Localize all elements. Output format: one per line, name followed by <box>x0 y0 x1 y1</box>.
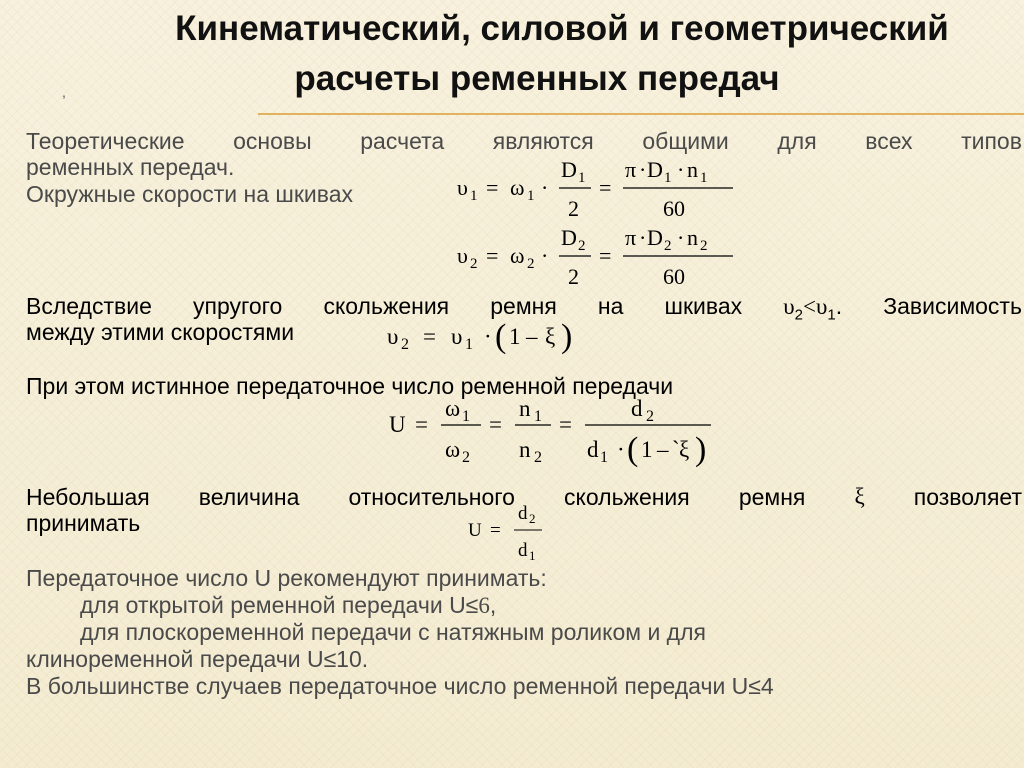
eq1-dot: · <box>541 175 549 200</box>
p2-word: Зависимость <box>883 293 1022 319</box>
eq3-paren-right: ) <box>561 318 573 355</box>
eq4-minus: – <box>657 437 669 462</box>
p2-v1: υ <box>815 294 828 319</box>
p4-xi: ξ <box>854 484 865 509</box>
eq2-D: D <box>647 225 663 250</box>
p4-word: Небольшая <box>26 484 150 510</box>
eq1-D: D <box>647 157 663 182</box>
eq4-equals-3: = <box>559 412 572 437</box>
eq2-lhs: υ <box>457 243 468 268</box>
eq2-dot-3: · <box>677 225 685 250</box>
eq4-f3-num: d <box>631 396 643 421</box>
eq4-dot: · <box>617 437 625 462</box>
eq3-paren-left: ( <box>495 318 507 355</box>
eq1-equals: = <box>486 175 499 200</box>
p1-line-2: ременных передач. <box>26 154 235 180</box>
eq4-f1-den-sub: 2 <box>462 449 470 466</box>
p5-line-4: клиноременной передачи U≤10. <box>26 646 369 672</box>
eq4-f1-num-sub: 1 <box>462 408 470 425</box>
eq4-f3-num-sub: 2 <box>646 408 654 425</box>
eq2-dot-2: · <box>639 225 647 250</box>
eq2-omega: ω <box>510 243 525 268</box>
p2-v: υ <box>783 294 795 319</box>
equation-v2 <box>455 221 745 293</box>
p2-word: скольжения <box>323 293 450 319</box>
p5-line-2 <box>80 592 496 619</box>
p2-word: шкивах <box>664 293 743 319</box>
eq3-rhs: υ <box>451 324 463 349</box>
p4-word: ремня <box>738 484 806 510</box>
eq5-num: d <box>518 503 528 524</box>
p2-word: упругого <box>192 293 283 319</box>
p1-word: общими <box>642 128 729 154</box>
slide-title <box>0 4 1024 104</box>
p5-line-2-text: для открытой ременной передачи U≤ <box>80 592 479 618</box>
p4-word: величина <box>198 484 300 510</box>
eq1-lhs-sub: 1 <box>470 188 478 204</box>
p2-v1-sub: 1 <box>827 306 836 324</box>
eq1-num1-sub: 1 <box>578 170 586 186</box>
p3-line: При этом истинное передаточное число ременной передачи <box>26 373 674 399</box>
eq4-f3-den: d <box>587 437 599 462</box>
eq2-omega-sub: 2 <box>527 256 535 272</box>
title-line-1: Кинематический, силовой и геометрический <box>175 9 949 48</box>
eq5-num-sub: 2 <box>529 511 536 526</box>
p2-word: Вследствие <box>26 293 152 319</box>
eq1-n-sub: 1 <box>700 170 708 186</box>
p4-word: относительного <box>348 484 515 510</box>
eq4-U: U <box>389 412 406 437</box>
eq2-num1: D <box>561 225 577 250</box>
stray-comma: , <box>62 84 66 100</box>
p4-word: позволяет <box>913 484 1022 510</box>
p2-word: на <box>597 293 624 319</box>
eq1-D-sub: 1 <box>664 170 672 186</box>
eq2-D-sub: 2 <box>664 238 672 254</box>
eq4-one: 1 <box>641 437 653 462</box>
eq1-n: n <box>687 157 698 182</box>
eq5-equals: = <box>490 520 501 541</box>
eq4-xi: ξ <box>679 437 690 462</box>
eq3-lhs-sub: 2 <box>401 336 409 353</box>
eq2-n-sub: 2 <box>700 238 708 254</box>
eq4-paren-right: ) <box>695 431 707 468</box>
eq1-dot-3: · <box>677 157 685 182</box>
eq2-pi: π <box>625 225 637 250</box>
p1-word: расчета <box>360 128 445 154</box>
p2-v-sub: 2 <box>794 306 803 324</box>
eq2-dot: · <box>541 243 549 268</box>
eq1-num1: D <box>561 157 577 182</box>
p5-line-1: Передаточное число U рекомендуют принимать: <box>26 565 547 591</box>
p1-word: основы <box>233 128 312 154</box>
p5-line-3: для плоскоременной передачи с натяжным роликом и для <box>80 619 706 645</box>
eq3-one: 1 <box>509 324 521 349</box>
eq2-den2: 60 <box>663 264 685 289</box>
p2-line-2: между этими скоростями <box>26 319 295 345</box>
eq2-num1-sub: 2 <box>578 238 586 254</box>
eq4-f2-den: n <box>519 437 531 462</box>
p5-line-5: В большинстве случаев передаточное число ременной передачи U≤4 <box>26 673 774 699</box>
eq1-pi: π <box>625 157 637 182</box>
equation-u-simple <box>466 502 556 566</box>
eq1-equals-2: = <box>599 175 612 200</box>
eq5-den: d <box>518 540 528 561</box>
eq4-f3-den-sub: 1 <box>600 449 608 466</box>
eq4-f1-den: ω <box>445 437 461 462</box>
eq2-equals: = <box>486 243 499 268</box>
title-divider <box>258 113 1024 115</box>
eq3-minus: – <box>526 324 538 349</box>
p1-word: типов <box>961 128 1022 154</box>
eq4-paren-left: ( <box>627 431 639 468</box>
eq3-lhs: υ <box>387 324 399 349</box>
p2-word: ремня <box>490 293 557 319</box>
eq2-lhs-sub: 2 <box>470 256 478 272</box>
eq4-tick: ` <box>672 437 680 462</box>
eq1-den2: 60 <box>663 196 685 221</box>
eq1-lhs: υ <box>457 175 468 200</box>
eq3-equals: = <box>423 324 436 349</box>
eq2-n: n <box>687 225 698 250</box>
equation-v2-v1 <box>385 314 595 358</box>
p1-line-3: Окружные скорости на шкивах <box>26 181 354 207</box>
p2-relation <box>783 293 842 329</box>
eq1-dot-2: · <box>639 157 647 182</box>
p5-line-2-comma: , <box>489 592 497 618</box>
eq1-omega: ω <box>510 175 525 200</box>
eq4-f2-num: n <box>519 396 531 421</box>
p1-line-1 <box>26 128 1022 154</box>
p1-word: Теоретические <box>26 128 185 154</box>
eq5-den-sub: 1 <box>529 548 536 563</box>
eq4-equals-2: = <box>489 412 502 437</box>
eq3-xi: ξ <box>545 324 556 349</box>
p2-less-than: < <box>803 294 816 319</box>
p1-word: являются <box>492 128 594 154</box>
eq5-U: U <box>468 520 482 541</box>
p5-line-2-number: 6 <box>478 593 490 618</box>
eq4-equals-1: = <box>415 412 428 437</box>
title-line-2: расчеты ременных передач <box>294 59 780 98</box>
p4-line-2: принимать <box>26 510 141 536</box>
eq1-omega-sub: 1 <box>527 188 535 204</box>
p2-period: . <box>835 293 843 319</box>
p4-word: скольжения <box>564 484 690 510</box>
equation-ratio-u <box>385 394 725 474</box>
eq1-den1: 2 <box>568 196 579 221</box>
eq4-f2-num-sub: 1 <box>534 408 542 425</box>
p1-word: для <box>777 128 817 154</box>
eq4-f1-num: ω <box>445 396 461 421</box>
equation-v1 <box>455 153 745 225</box>
eq4-f2-den-sub: 2 <box>534 449 542 466</box>
p1-word: всех <box>865 128 913 154</box>
eq3-rhs-sub: 1 <box>465 336 473 353</box>
eq2-equals-2: = <box>599 243 612 268</box>
eq2-den1: 2 <box>568 264 579 289</box>
eq3-dot: · <box>484 324 492 349</box>
